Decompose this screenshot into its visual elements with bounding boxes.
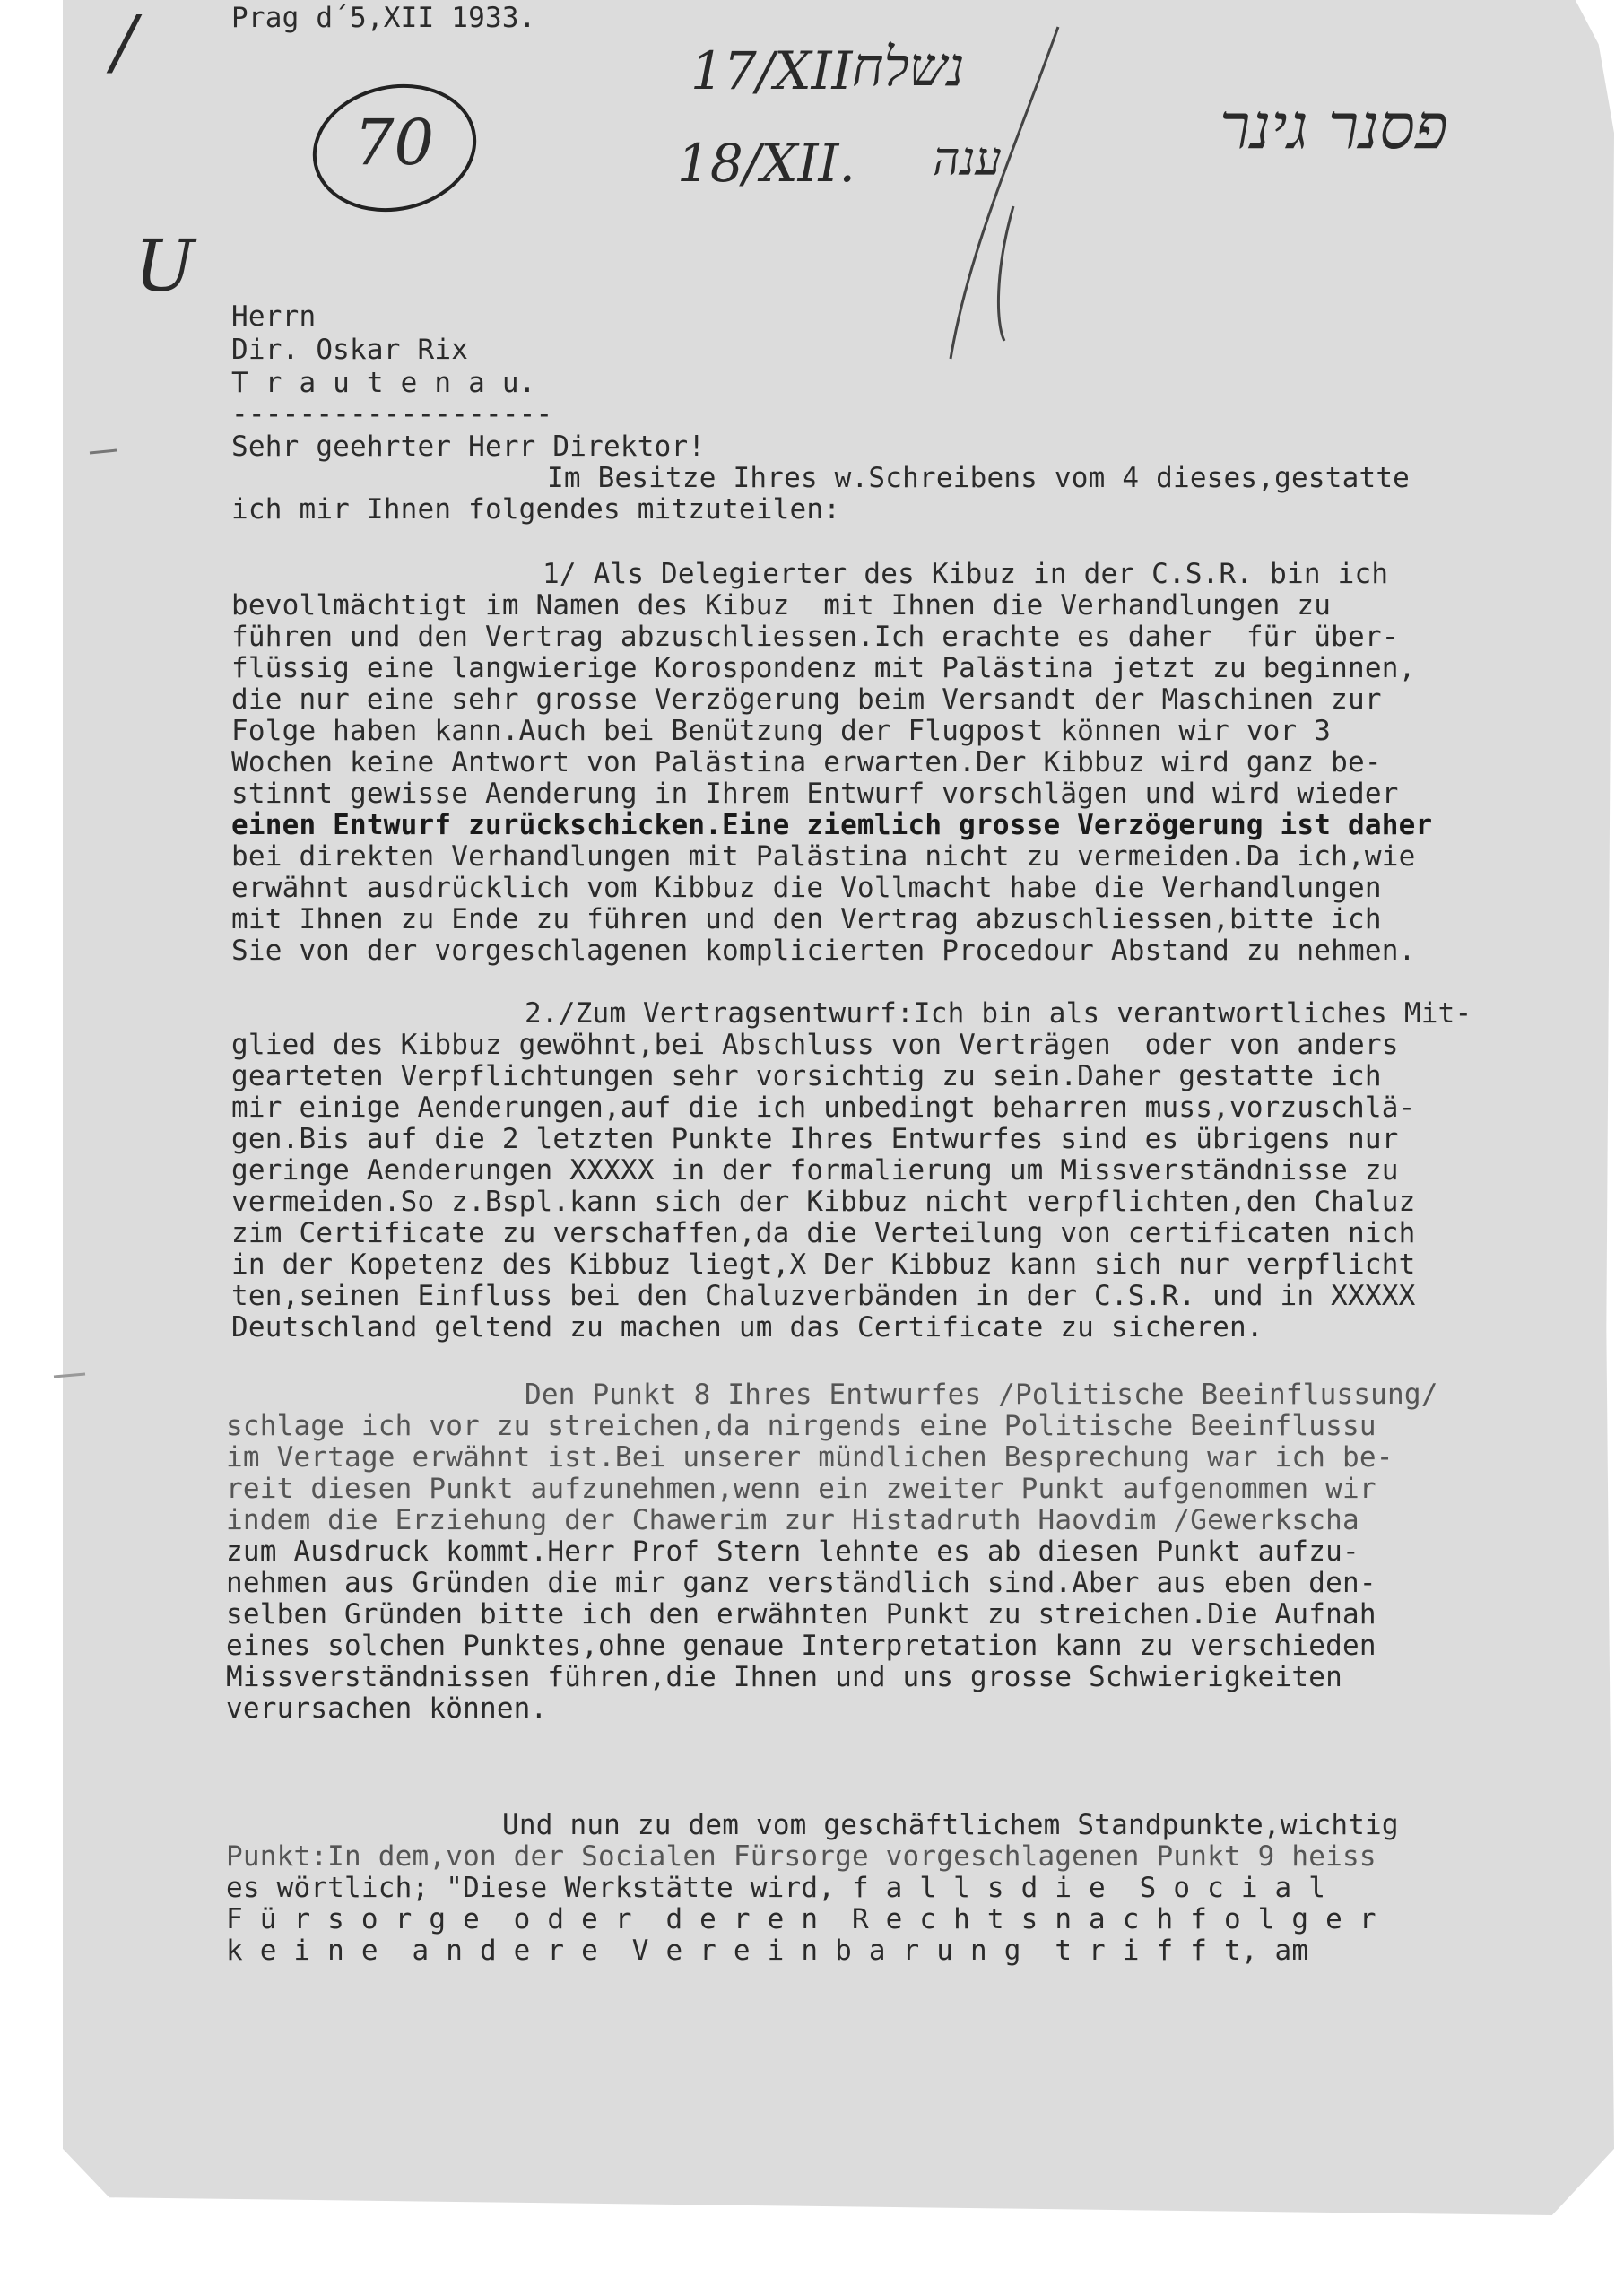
- check-stroke: [998, 206, 1013, 341]
- fold-line: [54, 1374, 85, 1377]
- point2-line: glied des Kibbuz gewöhnt,bei Abschluss von Verträgen oder von anders: [231, 1029, 1399, 1061]
- point1-line: flüssig eine langwierige Korospondenz mit Palästina jetzt zu beginnen,: [231, 652, 1416, 684]
- point4-line: es wörtlich; "Diese Werkstätte wird, f a l l s d i e S o c i a l: [226, 1872, 1326, 1904]
- side-mark: U: [135, 224, 195, 308]
- point2-line: gen.Bis auf die 2 letzten Punkte Ihres Entwurfes sind es übrigens nur: [231, 1123, 1399, 1155]
- point3-line: zum Ausdruck kommt.Herr Prof Stern lehnte es ab diesen Punkt aufzu-: [226, 1535, 1359, 1568]
- point2-line: ten,seinen Einfluss bei den Chaluzverbänden in der C.S.R. und in XXXXX: [231, 1280, 1416, 1312]
- point4-line: Punkt:In dem,von der Socialen Fürsorge vorgeschlagenen Punkt 9 heiss: [226, 1840, 1376, 1873]
- point1-line: führen und den Vertrag abzuschliessen.Ich erachte es daher für über-: [231, 621, 1399, 653]
- point3-line: verursachen können.: [226, 1692, 548, 1725]
- handwritten-hebrew-3: פסנר גינר: [1220, 90, 1448, 163]
- point1-line: Wochen keine Antwort von Palästina erwarten.Der Kibbuz wird ganz be-: [231, 746, 1382, 778]
- point2-line: Deutschland geltend zu machen um das Certificate zu sicheren.: [231, 1311, 1264, 1344]
- addressee-salutation: Herrn: [231, 300, 317, 333]
- handwritten-date-2: 18/XII.: [677, 133, 855, 194]
- point1-line: bevollmächtigt im Namen des Kibuz mit Ihnen die Verhandlungen zu: [231, 589, 1332, 622]
- point1-line: 1/ Als Delegierter des Kibuz in der C.S.R. bin ich: [543, 558, 1389, 590]
- addressee-city: T r a u t e n a u.: [231, 367, 536, 399]
- point1-line: Folge haben kann.Auch bei Benützung der Flugpost können wir vor 3: [231, 715, 1332, 747]
- point1-line: stinnt gewisse Aenderung in Ihrem Entwurf vorschlägen und wird wieder: [231, 778, 1399, 810]
- point2-line: vermeiden.So z.Bspl.kann sich der Kibbuz nicht verpflichten,den Chaluz: [231, 1186, 1416, 1218]
- handwritten-hebrew-1: נשלח: [852, 36, 965, 99]
- addressee-name: Dir. Oskar Rix: [231, 334, 469, 366]
- point3-line: selben Gründen bitte ich den erwähnten Punkt zu streichen.Die Aufnah: [226, 1598, 1376, 1631]
- point2-line: geringe Aenderungen XXXXX in der formalierung um Missverständnisse zu: [231, 1154, 1399, 1187]
- greeting: Sehr geehrter Herr Direktor!: [231, 430, 706, 463]
- point3-line: eines solchen Punktes,ohne genaue Interpretation kann zu verschieden: [226, 1630, 1376, 1662]
- point2-line: in der Kopetenz des Kibbuz liegt,X Der Kibbuz kann sich nur verpflicht: [231, 1248, 1416, 1281]
- intro-line: ich mir Ihnen folgendes mitzuteilen:: [231, 493, 841, 526]
- intro-line: Im Besitze Ihres w.Schreibens vom 4 dieses,gestatte: [547, 462, 1411, 494]
- point2-line: gearteten Verpflichtungen sehr vorsichtig zu sein.Daher gestatte ich: [231, 1060, 1382, 1092]
- point3-line: schlage ich vor zu streichen,da nirgends eine Politische Beeinflussu: [226, 1410, 1376, 1442]
- point3-line: indem die Erziehung der Chawerim zur Histadruth Haovdim /Gewerkscha: [226, 1504, 1359, 1536]
- point3-line: nehmen aus Gründen die mir ganz verständlich sind.Aber aus eben den-: [226, 1567, 1376, 1599]
- point2-line: mir einige Aenderungen,auf die ich unbedingt beharren muss,vorzuschlä-: [231, 1091, 1416, 1124]
- handwritten-hebrew-2: ענה: [933, 133, 1002, 187]
- point4-line: k e i n e a n d e r e V e r e i n b a r u n g t r i f f t, am: [226, 1935, 1309, 1967]
- point3-line: Den Punkt 8 Ihres Entwurfes /Politische Beeinflussung/: [525, 1378, 1438, 1411]
- point1-line: erwähnt ausdrücklich vom Kibbuz die Vollmacht habe die Verhandlungen: [231, 872, 1382, 904]
- point3-line: im Vertage erwähnt ist.Bei unserer mündlichen Besprechung war ich be-: [226, 1441, 1394, 1474]
- circled-number: 70: [354, 106, 435, 179]
- check-stroke: [951, 27, 1058, 359]
- point4-line: F ü r s o r g e o d e r d e r e n R e c h t s n a c h f o l g e r: [226, 1903, 1376, 1935]
- dateline: Prag d´5,XII 1933.: [231, 2, 536, 34]
- point3-line: reit diesen Punkt aufzunehmen,wenn ein zweiter Punkt aufgenommen wir: [226, 1473, 1376, 1505]
- point1-line: die nur eine sehr grosse Verzögerung beim Versandt der Maschinen zur: [231, 683, 1382, 716]
- point4-line: Und nun zu dem vom geschäftlichem Standpunkte,wichtig: [502, 1809, 1399, 1841]
- point2-line: 2./Zum Vertragsentwurf:Ich bin als verantwortliches Mit-: [525, 997, 1472, 1030]
- fold-line: [90, 450, 117, 453]
- point1-line: mit Ihnen zu Ende zu führen und den Vertrag abzuschliessen,bitte ich: [231, 903, 1382, 935]
- point1-line: einen Entwurf zurückschicken.Eine ziemlich grosse Verzögerung ist daher: [231, 809, 1433, 841]
- point1-line: Sie von der vorgeschlagenen komplicierten Procedour Abstand zu nehmen.: [231, 935, 1416, 967]
- handwritten-date-1: 17/XII: [690, 40, 853, 101]
- corner-mark: /: [112, 0, 136, 83]
- addressee-rule: -------------------: [231, 398, 553, 430]
- point1-line: bei direkten Verhandlungen mit Palästina nicht zu vermeiden.Da ich,wie: [231, 840, 1416, 873]
- point2-line: zim Certificate zu verschaffen,da die Verteilung von certificaten nich: [231, 1217, 1416, 1249]
- point3-line: Missverständnissen führen,die Ihnen und uns grosse Schwierigkeiten: [226, 1661, 1342, 1693]
